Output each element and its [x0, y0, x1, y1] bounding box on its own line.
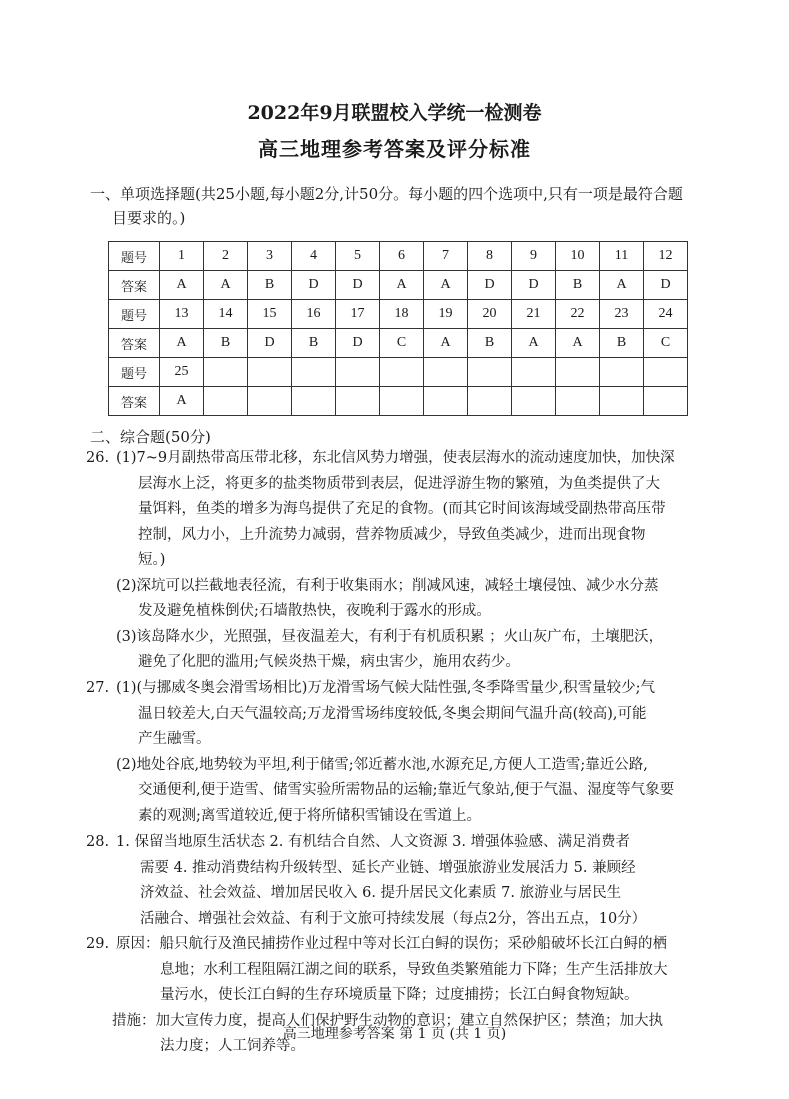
question-number-cell [644, 358, 688, 387]
answer-line: 素的观测;离雪道较近,便于将所储积雪铺设在雪道上。 [138, 807, 481, 824]
row-label-answer: 答案 [109, 329, 160, 358]
answer-cell: A [512, 329, 556, 358]
row-label-question: 题号 [109, 242, 160, 271]
section1-heading [90, 182, 710, 230]
answer-line: 交通便利,便于造雪、储雪实验所需物品的运输;靠近气象站,便于气温、湿度等气象要 [138, 782, 675, 798]
question-number-cell: 17 [336, 300, 380, 329]
answer-cell: D [248, 329, 292, 358]
question-number-cell: 22 [556, 300, 600, 329]
answer-cell: D [644, 271, 688, 300]
exam-title: 2022年9月联盟校入学统一检测卷 [247, 102, 542, 124]
question-number-cell: 24 [644, 300, 688, 329]
answer-cell: B [556, 271, 600, 300]
answer-line: 活融合、增强社会效益、有利于文旅可持续发展（每点2分，答出五点，10分） [140, 910, 647, 927]
question-number-cell: 19 [424, 300, 468, 329]
question-number-cell: 25 [160, 358, 204, 387]
question-number-cell: 2 [204, 242, 248, 271]
question-26-answer [116, 446, 736, 676]
measure-line: 法力度；人工饲养等。 [160, 1038, 305, 1054]
answer-line: 控制，风力小，上升流势力减弱，营养物质减少，导致鱼类减少，进而出现食物 [138, 526, 646, 543]
answer-line: 避免了化肥的滥用;气候炎热干燥，病虫害少，施用农药少。 [138, 654, 520, 670]
question-number: 27. [86, 680, 110, 696]
question-number-cell: 16 [292, 300, 336, 329]
answer-line: (1)(与挪威冬奥会滑雪场相比)万龙滑雪场气候大陆性强,冬季降雪量少,积雪量较少;气 [116, 680, 655, 696]
question-number-cell: 4 [292, 242, 336, 271]
answer-cell: A [600, 271, 644, 300]
answer-cell: B [204, 329, 248, 358]
answer-cell [512, 387, 556, 416]
answer-cell: A [424, 271, 468, 300]
answer-cell: C [380, 329, 424, 358]
question-number-cell [380, 358, 424, 387]
answer-cell [556, 387, 600, 416]
answer-row [109, 329, 688, 358]
question-number-cell [556, 358, 600, 387]
section1-heading-line2: 目要求的。) [112, 209, 186, 227]
answer-cell: B [292, 329, 336, 358]
question-number-cell [204, 358, 248, 387]
answer-table [108, 241, 688, 416]
question-number: 26. [86, 450, 110, 466]
answer-line: (3)该岛降水少，光照强，昼夜温差大，有利于有机质积累 ；火山灰广布，土壤肥沃， [116, 628, 664, 645]
question-number-cell [248, 358, 292, 387]
answer-cell: B [468, 329, 512, 358]
question-number: 29. [86, 936, 110, 952]
row-label-question: 题号 [109, 358, 160, 387]
section2-heading: 二、综合题(50分) [90, 428, 211, 446]
question-number-cell: 21 [512, 300, 556, 329]
answer-cell [204, 387, 248, 416]
question-number-cell [468, 358, 512, 387]
section1-heading-line1: 一、单项选择题(共25小题,每小题2分,计50分。每小题的四个选项中,只有一项是最符合题 [90, 185, 683, 203]
row-label-question: 题号 [109, 300, 160, 329]
page-footer: 高三地理参考答案 第 1 页 (共 1 页) [282, 1026, 507, 1042]
reason-line [116, 932, 746, 958]
answer-cell [424, 387, 468, 416]
answer-cell [600, 387, 644, 416]
answer-cell: A [160, 271, 204, 300]
question-number-row [109, 242, 688, 271]
answer-cell: D [512, 271, 556, 300]
answer-cell: D [336, 329, 380, 358]
question-number-cell [292, 358, 336, 387]
question-number-row [109, 358, 688, 387]
answer-cell [468, 387, 512, 416]
measure-text: 加大宣传力度，提高人们保护野生动物的意识；建立自然保护区；禁渔；加大执 [155, 1012, 663, 1029]
question-number-cell: 5 [336, 242, 380, 271]
answer-cell: D [336, 271, 380, 300]
question-number-cell [336, 358, 380, 387]
measure-label: 措施： [112, 1012, 156, 1029]
answer-line: 温日较差大,白天气温较高;万龙滑雪场纬度较低,冬奥会期间气温升高(较高),可能 [138, 705, 647, 722]
question-number-cell: 11 [600, 242, 644, 271]
answer-cell: A [556, 329, 600, 358]
answer-cell [248, 387, 292, 416]
answer-cell: B [600, 329, 644, 358]
answer-line: (2)深坑可以拦截地表径流，有利于收集雨水；削减风速，减轻土壤侵蚀、减少水分蒸 [116, 577, 659, 594]
answer-line: (1)7~9月副热带高压带北移，东北信风势力增强，使表层海水的流动速度加快，加快深 [116, 450, 675, 466]
answer-line: 1. 保留当地原生活状态 2. 有机结合自然、人文资源 3. 增强体验感、满足消费者 [116, 834, 631, 850]
question-number-cell [600, 358, 644, 387]
question-number-cell: 20 [468, 300, 512, 329]
row-label-answer: 答案 [109, 271, 160, 300]
answer-cell: B [248, 271, 292, 300]
answer-cell: D [468, 271, 512, 300]
answer-line: 短。) [138, 552, 166, 568]
question-number-cell: 13 [160, 300, 204, 329]
answer-line: 层海水上泛，将更多的盐类物质带到表层，促进浮游生物的繁殖，为鱼类提供了大 [138, 475, 660, 492]
answer-cell [292, 387, 336, 416]
reason-line: 量污水，使长江白鲟的生存环境质量下降；过度捕捞；长江白鲟食物短缺。 [160, 987, 639, 1003]
question-number-cell [424, 358, 468, 387]
question-28-answer [116, 830, 746, 932]
question-number-cell: 6 [380, 242, 424, 271]
reason-text: 船只航行及渔民捕捞作业过程中等对长江白鲟的误伤；采砂船破坏长江白鲟的栖 [159, 936, 667, 952]
reason-label: 原因： [116, 936, 160, 952]
question-number-cell: 14 [204, 300, 248, 329]
answer-line: 需要 4. 推动消费结构升级转型、延长产业链、增强旅游业发展活力 5. 兼顾经 [140, 859, 636, 876]
answer-cell: C [644, 329, 688, 358]
answer-line: 发及避免植株倒伏;石墙散热快，夜晚利于露水的形成。 [138, 603, 491, 619]
question-number-cell: 18 [380, 300, 424, 329]
answer-cell: A [380, 271, 424, 300]
answer-cell: A [204, 271, 248, 300]
answer-cell [644, 387, 688, 416]
answer-cell: A [160, 329, 204, 358]
reason-line: 息地；水利工程阻隔江湖之间的联系，导致鱼类繁殖能力下降；生产生活排放大 [160, 961, 668, 978]
question-number: 28. [86, 834, 110, 850]
answer-row [109, 387, 688, 416]
answer-key-subtitle: 高三地理参考答案及评分标准 [258, 137, 531, 161]
answer-line: 产生融雪。 [138, 731, 211, 747]
answer-line: 济效益、社会效益、增加居民收入 6. 提升居民文化素质 7. 旅游业与居民生 [140, 885, 622, 901]
question-number-cell: 10 [556, 242, 600, 271]
question-number-cell: 8 [468, 242, 512, 271]
answer-row [109, 271, 688, 300]
answer-line: 量饵料，鱼类的增多为海鸟提供了充足的食物。(而其它时间该海域受副热带高压带 [138, 501, 666, 517]
question-number-cell: 15 [248, 300, 292, 329]
question-number-cell: 1 [160, 242, 204, 271]
question-number-row [109, 300, 688, 329]
row-label-answer: 答案 [109, 387, 160, 416]
question-number-cell: 23 [600, 300, 644, 329]
question-27-answer [116, 676, 736, 829]
answer-line: (2)地处谷底,地势较为平坦,利于储雪;邻近蓄水池,水源充足,方便人工造雪;靠近公路, [116, 756, 648, 773]
question-number-cell: 12 [644, 242, 688, 271]
answer-cell: D [292, 271, 336, 300]
question-number-cell [512, 358, 556, 387]
question-number-cell: 9 [512, 242, 556, 271]
answer-cell: A [424, 329, 468, 358]
question-number-cell: 7 [424, 242, 468, 271]
answer-cell: A [160, 387, 204, 416]
answer-cell [380, 387, 424, 416]
answer-cell [336, 387, 380, 416]
question-number-cell: 3 [248, 242, 292, 271]
